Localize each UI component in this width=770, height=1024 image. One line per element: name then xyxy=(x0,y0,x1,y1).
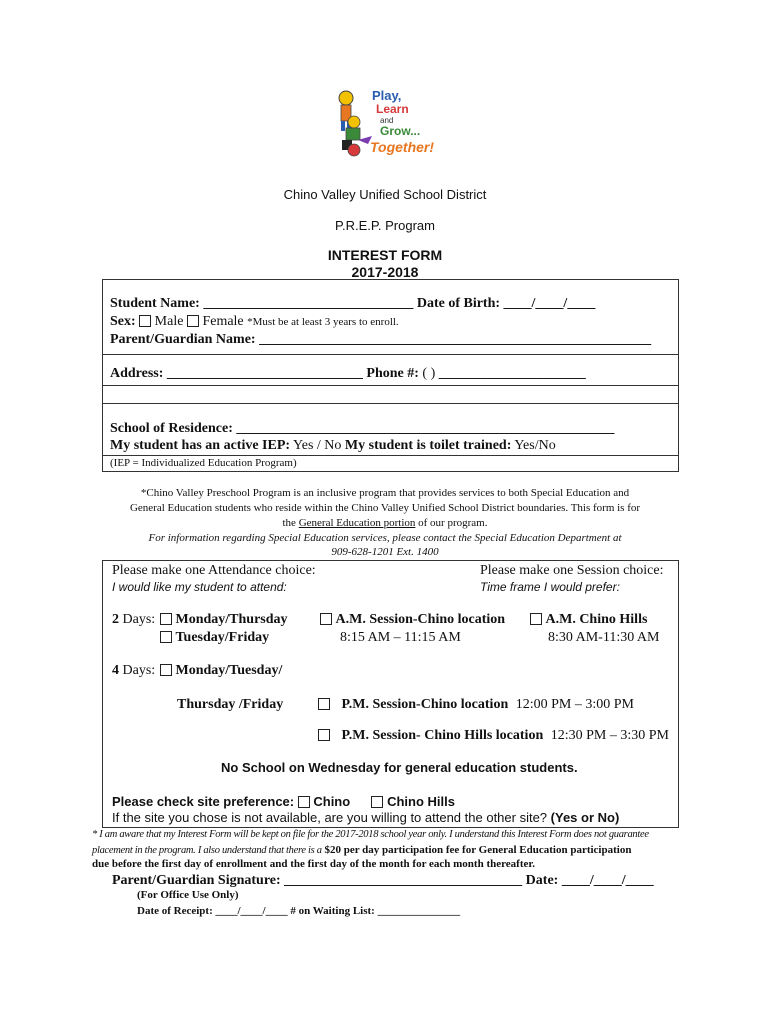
receipt-field[interactable]: ____/____/____ xyxy=(215,905,288,917)
am-hills-option[interactable] xyxy=(530,612,647,628)
residence-field[interactable]: ______________________________________________________ xyxy=(236,421,615,436)
footer-line-1: * I am aware that my Interest Form will be kept on file for the 2017-2018 school year only. I understand this Interest Form does not guarantee xyxy=(92,829,649,840)
logo-text-together: Together! xyxy=(370,139,435,155)
attendance-heading: Please make one Attendance choice: xyxy=(112,563,316,578)
info-line-5: 909-628-1201 Ext. 1400 xyxy=(331,546,439,558)
info-line-2: General Education students who reside within the Chino Valley Unified School District boundaries. This form is for xyxy=(129,502,641,514)
session-subheading: Time frame I would prefer: xyxy=(480,580,620,594)
pm-chino-checkbox[interactable] xyxy=(318,698,330,710)
choices-box xyxy=(102,560,679,828)
iep-label: My student has an active IEP: xyxy=(110,438,291,453)
pm-chino-option[interactable] xyxy=(318,697,634,713)
pm-chino-time: 12:00 PM – 3:00 PM xyxy=(515,697,634,712)
signature-date-field[interactable]: ____/____/____ xyxy=(561,873,654,888)
mon-tue-option[interactable] xyxy=(160,663,282,679)
signature-row xyxy=(112,873,654,889)
tue-fri-label: Tuesday/Friday xyxy=(175,630,270,645)
tue-fri-option[interactable] xyxy=(160,630,269,646)
divider xyxy=(102,455,679,456)
am-chino-time: 8:15 AM – 11:15 AM xyxy=(340,630,461,645)
female-label: Female xyxy=(202,314,244,329)
two-days-text: Days: xyxy=(122,612,156,627)
info-line-1: *Chino Valley Preschool Program is an inclusive program that provides services to both Special Education and xyxy=(140,487,630,499)
logo-text-grow: Grow... xyxy=(380,124,421,138)
sex-label: Sex: xyxy=(110,314,136,329)
student-name-row xyxy=(110,296,595,312)
sex-row xyxy=(110,314,399,330)
info-line-3 xyxy=(0,517,770,529)
residence-row xyxy=(110,421,614,437)
mon-thu-checkbox[interactable] xyxy=(160,613,172,625)
receipt-row xyxy=(137,905,460,917)
divider xyxy=(102,385,679,386)
address-label: Address: xyxy=(110,366,164,381)
iep-row xyxy=(110,438,556,454)
am-hills-checkbox[interactable] xyxy=(530,613,542,625)
four-days-number: 4 xyxy=(112,663,119,678)
logo-text-and: and xyxy=(380,116,394,125)
thu-fri-label: Thursday /Friday xyxy=(177,697,284,712)
info-line-3-post: of our program. xyxy=(418,517,488,529)
am-hills-label: A.M. Chino Hills xyxy=(545,612,648,627)
fee-note: $20 per day participation fee for General Education participation xyxy=(324,844,632,856)
dob-field[interactable]: ____/____/____ xyxy=(503,296,596,311)
divider xyxy=(102,354,679,355)
site-chino-checkbox[interactable] xyxy=(298,796,310,808)
signature-date-label: Date: xyxy=(525,873,559,888)
logo-text-play: Play, xyxy=(372,88,402,103)
pm-chino-label: P.M. Session-Chino location xyxy=(341,697,509,712)
waiting-list-label: # on Waiting List: xyxy=(290,905,375,917)
four-days-label xyxy=(112,663,155,679)
divider xyxy=(102,403,679,404)
other-site-question: If the site you chose is not available, are you willing to attend the other site? xyxy=(112,810,548,825)
parent-field[interactable]: ________________________________________________________ xyxy=(259,332,652,347)
other-site-options[interactable]: (Yes or No) xyxy=(550,810,620,825)
pm-hills-label: P.M. Session- Chino Hills location xyxy=(341,728,544,743)
form-year: 2017-2018 xyxy=(351,264,419,280)
student-name-label: Student Name: xyxy=(110,296,200,311)
iep-options[interactable]: Yes / No xyxy=(293,438,342,453)
two-days-label xyxy=(112,612,155,628)
four-days-text: Days: xyxy=(122,663,156,678)
am-chino-checkbox[interactable] xyxy=(320,613,332,625)
info-line-4: For information regarding Special Education services, please contact the Special Education Department at xyxy=(148,532,622,544)
site-hills-label: Chino Hills xyxy=(387,794,455,809)
footer-line-2-italic: placement in the program. I also understand that there is a xyxy=(92,845,322,856)
tue-fri-checkbox[interactable] xyxy=(160,631,172,643)
female-checkbox[interactable] xyxy=(187,315,199,327)
male-checkbox[interactable] xyxy=(139,315,151,327)
age-note: *Must be at least 3 years to enroll. xyxy=(247,316,399,328)
info-line-3-pre: the xyxy=(282,517,296,529)
phone-parens: ( ) xyxy=(422,366,436,381)
footer-line-2 xyxy=(92,844,631,856)
male-label: Male xyxy=(154,314,184,329)
mon-tue-label: Monday/Tuesday/ xyxy=(175,663,283,678)
signature-label: Parent/Guardian Signature: xyxy=(112,873,281,888)
waiting-list-field[interactable]: _______________ xyxy=(377,905,461,917)
form-title: INTEREST FORM xyxy=(327,247,443,263)
session-heading: Please make one Session choice: xyxy=(480,563,664,578)
address-field[interactable]: ____________________________ xyxy=(166,366,363,381)
site-chino-label: Chino xyxy=(313,794,351,809)
site-preference-label: Please check site preference: xyxy=(112,794,295,809)
am-hills-time: 8:30 AM-11:30 AM xyxy=(548,630,660,645)
parent-row xyxy=(110,332,651,348)
no-school-note: No School on Wednesday for general education students. xyxy=(221,760,578,775)
signature-field[interactable]: __________________________________ xyxy=(284,873,523,888)
receipt-label: Date of Receipt: xyxy=(137,905,213,917)
program-logo xyxy=(332,88,440,160)
attendance-subheading: I would like my student to attend: xyxy=(112,580,287,594)
toilet-options[interactable]: Yes/No xyxy=(514,438,556,453)
iep-note: (IEP = Individualized Education Program) xyxy=(110,457,297,469)
program-name: P.R.E.P. Program xyxy=(335,218,435,233)
pm-hills-option[interactable] xyxy=(318,728,669,744)
mon-thu-label: Monday/Thursday xyxy=(175,612,288,627)
site-preference-row xyxy=(112,794,455,809)
site-hills-checkbox[interactable] xyxy=(371,796,383,808)
pm-hills-checkbox[interactable] xyxy=(318,729,330,741)
address-row xyxy=(110,366,586,382)
am-chino-option[interactable] xyxy=(320,612,505,628)
office-use-label: (For Office Use Only) xyxy=(137,889,239,901)
phone-field[interactable]: _____________________ xyxy=(438,366,586,381)
general-education-link: General Education portion xyxy=(298,517,416,529)
mon-thu-option[interactable] xyxy=(160,612,288,628)
two-days-number: 2 xyxy=(112,612,119,627)
am-chino-label: A.M. Session-Chino location xyxy=(335,612,506,627)
phone-label: Phone #: xyxy=(366,366,419,381)
district-name: Chino Valley Unified School District xyxy=(283,187,487,202)
logo-text-learn: Learn xyxy=(376,102,409,116)
student-name-field[interactable]: ______________________________ xyxy=(203,296,414,311)
dob-label: Date of Birth: xyxy=(416,296,501,311)
parent-label: Parent/Guardian Name: xyxy=(110,332,256,347)
mon-tue-checkbox[interactable] xyxy=(160,664,172,676)
residence-label: School of Residence: xyxy=(110,421,233,436)
other-site-row xyxy=(112,810,619,825)
footer-line-3: due before the first day of enrollment and the first day of the month for each month thereafter. xyxy=(92,858,536,870)
pm-hills-time: 12:30 PM – 3:30 PM xyxy=(550,728,669,743)
toilet-label: My student is toilet trained: xyxy=(344,438,512,453)
